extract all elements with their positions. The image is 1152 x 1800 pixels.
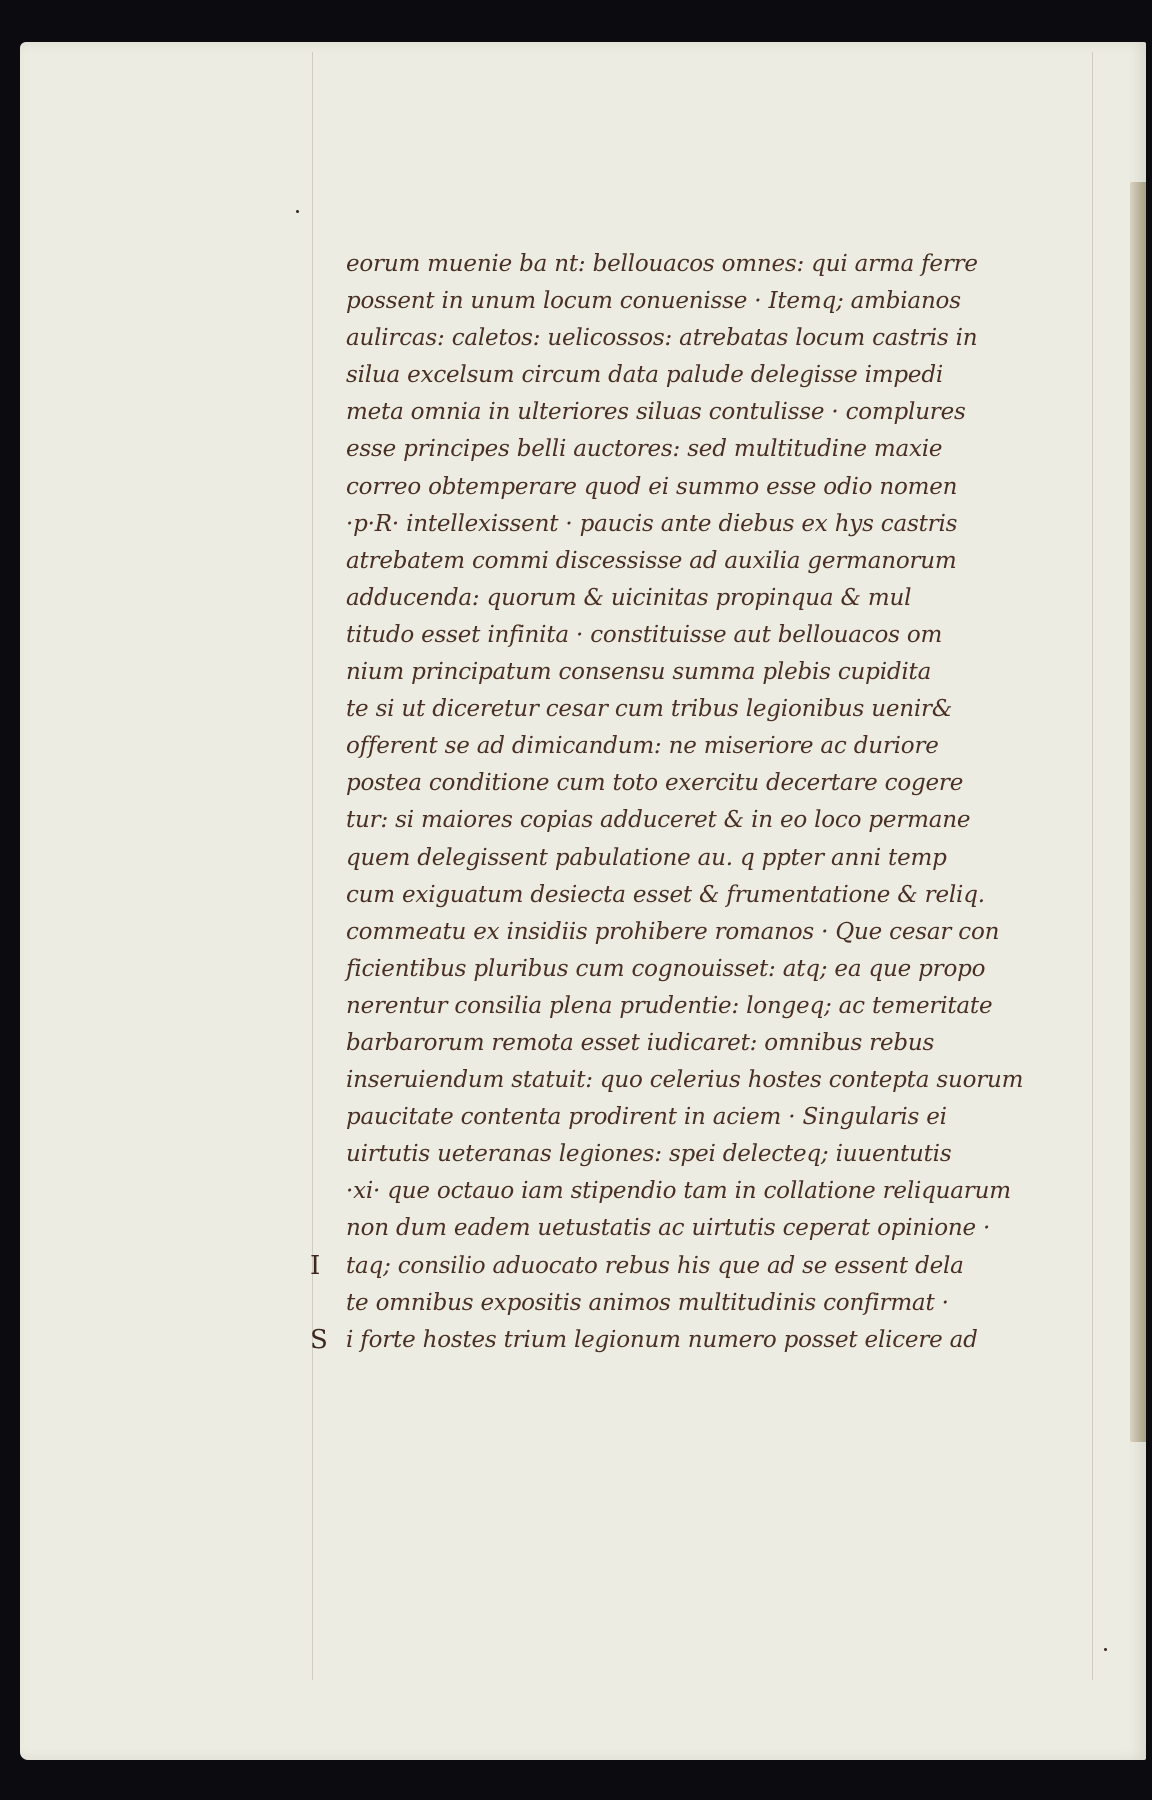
manuscript-line xyxy=(346,1099,1106,1136)
manuscript-line xyxy=(346,1025,1106,1062)
line-text: non dum eadem uetustatis ac uirtutis ceperat opinione · xyxy=(346,1215,991,1242)
line-text: nium principatum consensu summa plebis cupidita xyxy=(346,659,932,686)
line-text: tur: si maiores copias adduceret & in eo loco permane xyxy=(346,807,971,834)
line-text: esse principes belli auctores: sed multitudine maxie xyxy=(346,436,943,463)
manuscript-line xyxy=(346,1136,1106,1173)
manuscript-line xyxy=(346,431,1106,468)
manuscript-line xyxy=(346,691,1106,728)
manuscript-line xyxy=(346,728,1106,765)
line-text: correo obtemperare quod ei summo esse odio nomen xyxy=(346,473,958,500)
manuscript-line xyxy=(346,469,1106,506)
line-text: barbarorum remota esset iudicaret: omnibus rebus xyxy=(346,1029,935,1056)
manuscript-line xyxy=(346,580,1106,617)
manuscript-line xyxy=(346,246,1106,283)
line-text: offerent se ad dimicandum: ne miseriore ac duriore xyxy=(346,733,939,760)
manuscript-line xyxy=(346,988,1106,1025)
line-text: atrebatem commi discessisse ad auxilia germanorum xyxy=(346,547,957,574)
manuscript-line xyxy=(346,1173,1106,1210)
initial-letter: S xyxy=(310,1324,328,1355)
manuscript-line xyxy=(346,320,1106,357)
manuscript-line xyxy=(346,765,1106,802)
line-text: paucitate contenta prodirent in aciem · Singularis ei xyxy=(346,1104,947,1131)
ink-dot xyxy=(296,210,299,213)
line-text: nerentur consilia plena prudentie: longeq; ac temeritate xyxy=(346,992,993,1019)
manuscript-line xyxy=(346,617,1106,654)
manuscript-line xyxy=(346,1285,1106,1322)
manuscript-line xyxy=(346,394,1106,431)
line-text: inseruiendum statuit: quo celerius hostes contepta suorum xyxy=(346,1067,1024,1094)
manuscript-page xyxy=(20,42,1146,1760)
line-text: titudo esset infinita · constituisse aut bellouacos om xyxy=(346,621,943,648)
line-text: cum exiguatum desiecta esset & frumentatione & reliq. xyxy=(346,881,985,908)
manuscript-line xyxy=(346,543,1106,580)
manuscript-line xyxy=(346,283,1106,320)
line-text: meta omnia in ulteriores siluas contulisse · complures xyxy=(346,399,966,426)
line-text: commeatu ex insidiis prohibere romanos · Que cesar con xyxy=(346,918,1000,945)
line-text: silua excelsum circum data palude delegisse impedi xyxy=(346,362,944,389)
line-text: taq; consilio aduocato rebus his que ad se essent dela xyxy=(346,1252,964,1279)
manuscript-line xyxy=(346,357,1106,394)
line-text: possent in unum locum conuenisse · Itemq; ambianos xyxy=(346,288,961,315)
manuscript-line xyxy=(346,1062,1106,1099)
line-text: aulircas: caletos: uelicossos: atrebatas locum castris in xyxy=(346,325,978,352)
line-text: te omnibus expositis animos multitudinis confirmat · xyxy=(346,1289,949,1316)
manuscript-line xyxy=(346,1210,1106,1247)
line-text: postea conditione cum toto exercitu decertare cogere xyxy=(346,770,964,797)
text-column xyxy=(310,246,1106,1359)
manuscript-line xyxy=(346,877,1106,914)
initial-letter: I xyxy=(310,1250,321,1281)
line-text: i forte hostes trium legionum numero posset elicere ad xyxy=(346,1326,978,1353)
manuscript-line xyxy=(310,1248,1106,1285)
manuscript-line xyxy=(346,654,1106,691)
line-text: adducenda: quorum & uicinitas propinqua & mul xyxy=(346,584,912,611)
manuscript-line xyxy=(346,914,1106,951)
manuscript-line xyxy=(346,802,1106,839)
line-text: ficientibus pluribus cum cognouisset: atq; ea que propo xyxy=(346,955,986,982)
ruling-line-left xyxy=(312,52,313,1680)
manuscript-line xyxy=(346,506,1106,543)
line-text: ·p·R· intellexissent · paucis ante diebus ex hys castris xyxy=(346,510,958,537)
line-text: uirtutis ueteranas legiones: spei delecteq; iuuentutis xyxy=(346,1141,952,1168)
line-text: ·xi· que octauo iam stipendio tam in collatione reliquarum xyxy=(346,1178,1011,1205)
page-stack-edge xyxy=(1130,182,1146,1442)
line-text: quem delegissent pabulatione au. q ppter anni temp xyxy=(346,844,947,871)
manuscript-line xyxy=(310,1322,1106,1359)
manuscript-line xyxy=(346,840,1106,877)
line-text: eorum muenie ba nt: bellouacos omnes: qui arma ferre xyxy=(346,251,978,277)
line-text: te si ut diceretur cesar cum tribus legionibus uenir& xyxy=(346,696,953,723)
ink-dot xyxy=(1104,1648,1107,1651)
manuscript-line xyxy=(346,951,1106,988)
